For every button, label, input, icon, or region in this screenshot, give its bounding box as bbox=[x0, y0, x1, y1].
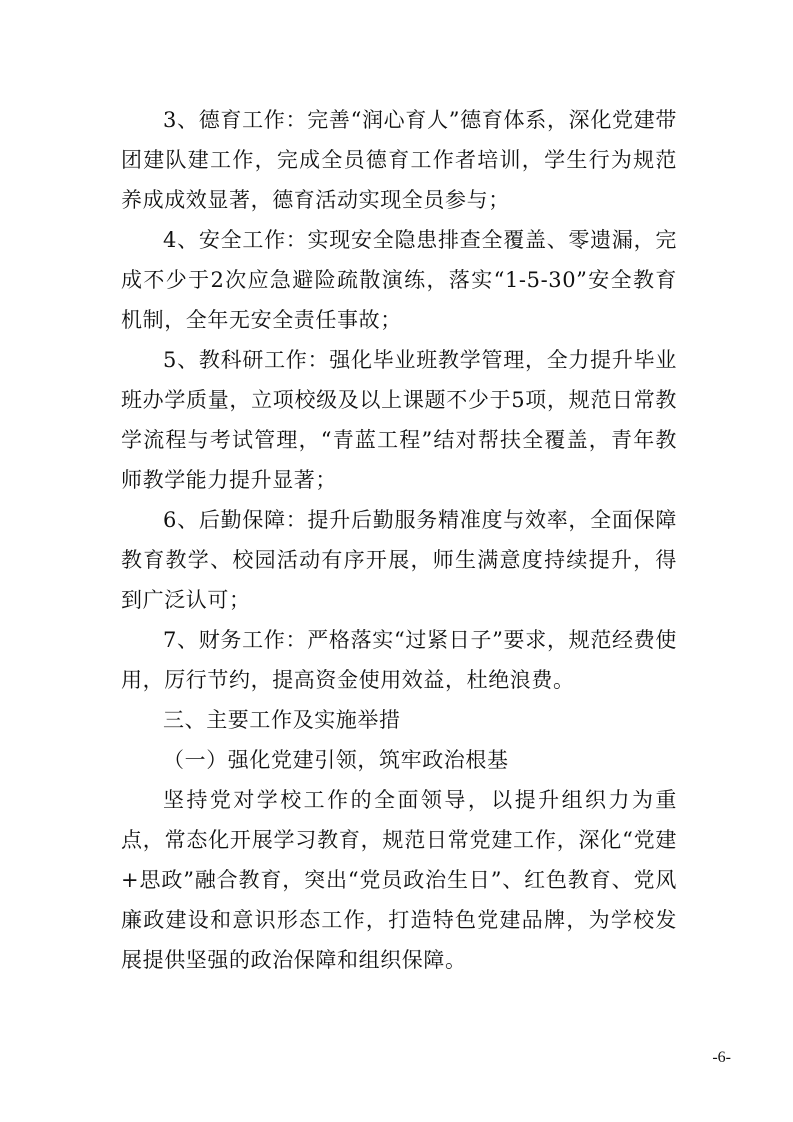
document-body bbox=[121, 100, 677, 980]
paragraph-finance: 7、财务工作：严格落实“过紧日子”要求，规范经费使用，厉行节约，提高资金使用效益，杜绝浪费。 bbox=[121, 628, 677, 692]
paragraph-logistics: 6、后勤保障：提升后勤服务精准度与效率，全面保障教育教学、校园活动有序开展，师生满意度持续提升，得到广泛认可； bbox=[121, 508, 677, 612]
page-number: -6- bbox=[712, 1049, 731, 1066]
paragraph-safety-work: 4、安全工作：实现安全隐患排查全覆盖、零遗漏，完成不少于2次应急避险疏散演练，落实“1-5-30”安全教育机制，全年无安全责任事故； bbox=[121, 228, 677, 332]
subsection-heading: （一）强化党建引领，筑牢政治根基 bbox=[163, 748, 509, 772]
paragraph-teaching-research: 5、教科研工作：强化毕业班教学管理，全力提升毕业班办学质量，立项校级及以上课题不少于5项，规范日常教学流程与考试管理，“青蓝工程”结对帮扶全覆盖，青年教师教学能力提升显著； bbox=[121, 348, 677, 492]
paragraph-party-building: 坚持党对学校工作的全面领导，以提升组织力为重点，常态化开展学习教育，规范日常党建工作，深化“党建+思政”融合教育，突出“党员政治生日”、红色教育、党风廉政建设和意识形态工作，打造特色党建品牌，为学校发展提供坚强的政治保障和组织保障。 bbox=[121, 788, 677, 972]
paragraph-moral-education: 3、德育工作：完善“润心育人”德育体系，深化党建带团建队建工作，完成全员德育工作者培训，学生行为规范养成成效显著，德育活动实现全员参与； bbox=[121, 108, 677, 212]
section-heading: 三、主要工作及实施举措 bbox=[163, 708, 401, 732]
